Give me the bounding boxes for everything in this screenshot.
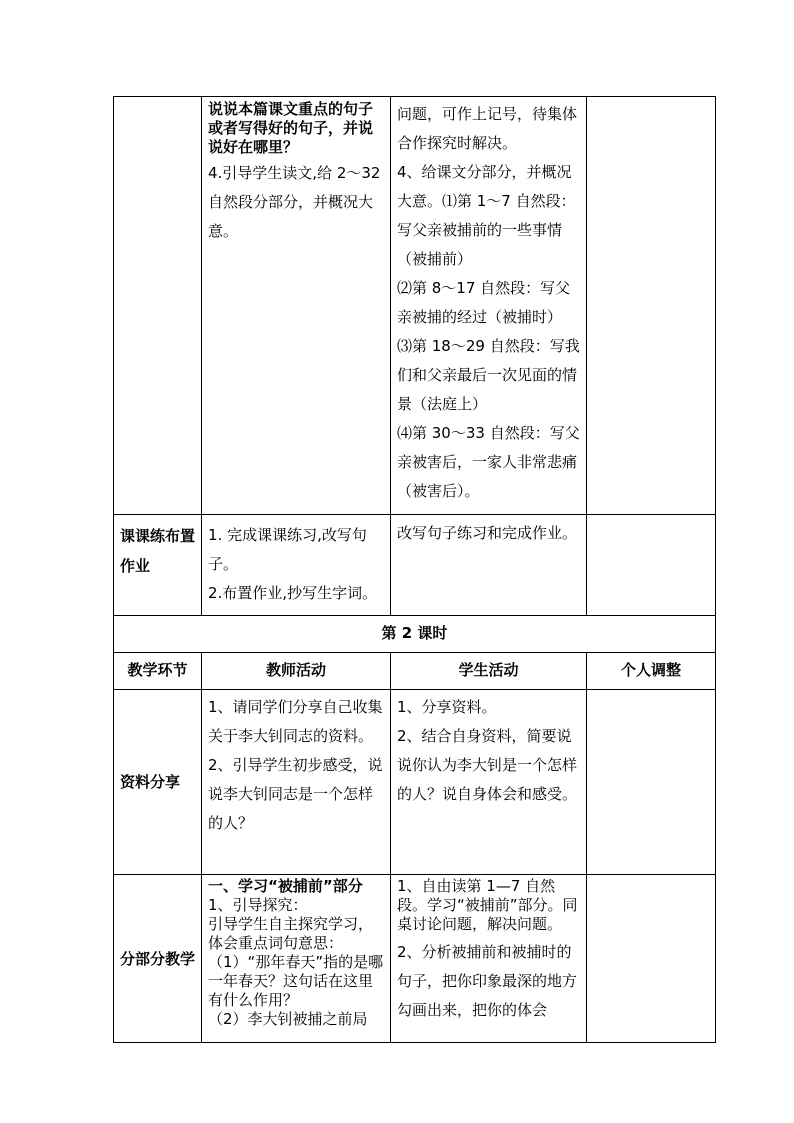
student-activity-cell [391, 875, 587, 1043]
teacher-text: 2、引导学生初步感受，说说李大钊同志是一个怎样的人？ [208, 756, 383, 832]
table-row [114, 97, 716, 515]
section-cell: 课课练布置作业 [114, 515, 202, 616]
student-activity-cell [391, 97, 587, 515]
teacher-activity-cell [202, 690, 391, 875]
student-text: ⑵第 8～17 自然段：写父亲被捕的经过（被捕时） [397, 279, 571, 326]
table-header-row [114, 653, 716, 690]
teacher-text: 1. 完成课课练习,改写句子。 [208, 526, 367, 573]
student-text: 2、结合自身资料，简要说说你认为李大钊是一个怎样的人？说自身体会和感受。 [397, 727, 578, 803]
student-text: 问题，可作上记号，待集体合作探究时解决。 [397, 105, 578, 152]
teacher-text: 一、学习“被捕前”部分 [208, 877, 363, 895]
table-row [114, 690, 716, 875]
student-text: 1、自由读第 1—7 自然段。学习“被捕前”部分。同桌讨论问题，解决问题。 [397, 877, 578, 933]
section-cell [114, 97, 202, 515]
teacher-text: 1、请同学们分享自己收集关于李大钊同志的资料。 [208, 698, 383, 745]
teacher-activity-cell [202, 875, 391, 1043]
teacher-text: 引导学生自主探究学习，体会重点词句意思： [208, 915, 374, 952]
table-row [114, 616, 716, 653]
lesson-plan-table [113, 96, 716, 1043]
teacher-activity-cell [202, 97, 391, 515]
teacher-text: 4.引导学生读文,给 2～32 自然段分部分，并概况大意。 [208, 164, 381, 240]
student-activity-cell: 改写句子练习和完成作业。 [391, 515, 587, 616]
student-text: 4、给课文分部分，并概况大意。⑴第 1～7 自然段：写父亲被捕前的一些事情（被捕前） [397, 163, 576, 268]
teacher-text: 2.布置作业,抄写生字词。 [208, 584, 378, 602]
table-row [114, 875, 716, 1043]
student-text: ⑶第 18～29 自然段：写我们和父亲最后一次见面的情景（法庭上） [397, 337, 580, 413]
teacher-text: （1）“那年春天”指的是哪一年春天？这句话在这里有什么作用？ [208, 953, 384, 1009]
header-adjust: 个人调整 [587, 653, 716, 690]
adjustment-cell [587, 515, 716, 616]
teacher-text: （2）李大钊被捕之前局 [208, 1010, 368, 1028]
section-cell: 分部分教学 [114, 875, 202, 1043]
student-text: 2、分析被捕前和被捕时的句子，把你印象最深的地方勾画出来，把你的体会 [397, 943, 578, 1019]
teacher-text: 说说本篇课文重点的句子或者写得好的句子，并说说好在哪里？ [208, 100, 374, 156]
teacher-activity-cell [202, 515, 391, 616]
teacher-text: 1、引导探究： [208, 896, 308, 914]
header-teacher: 教师活动 [202, 653, 391, 690]
lesson-2-title: 第 2 课时 [114, 616, 716, 653]
student-text: 1、分享资料。 [397, 698, 497, 716]
adjustment-cell [587, 690, 716, 875]
student-activity-cell [391, 690, 587, 875]
adjustment-cell [587, 97, 716, 515]
student-text: ⑷第 30～33 自然段：写父亲被害后，一家人非常悲痛（被害后）。 [397, 424, 580, 500]
adjustment-cell [587, 875, 716, 1043]
header-section: 教学环节 [114, 653, 202, 690]
section-cell: 资料分享 [114, 690, 202, 875]
header-student: 学生活动 [391, 653, 587, 690]
table-row [114, 515, 716, 616]
